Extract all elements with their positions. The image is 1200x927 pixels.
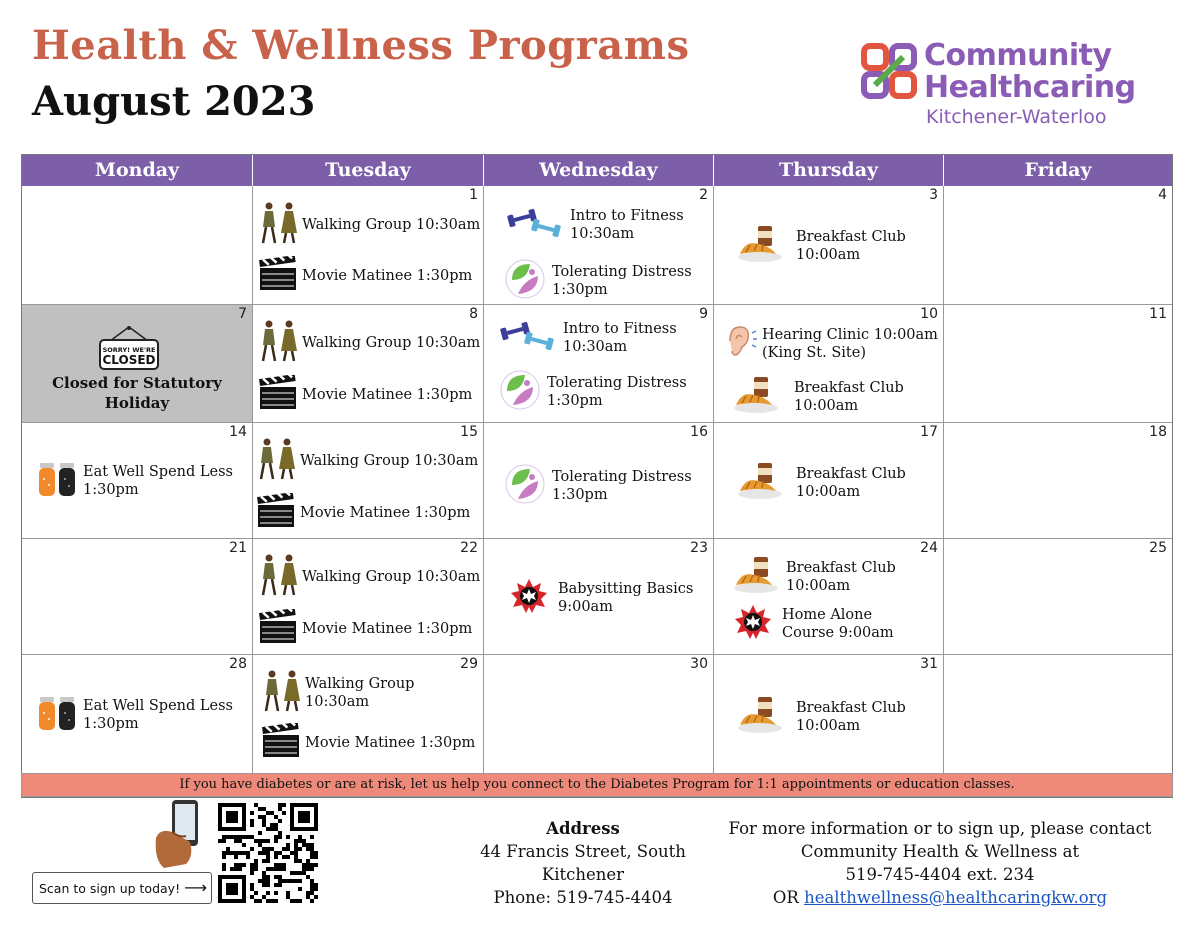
address-phone: Phone: 519-745-4404 [493,888,673,907]
event-label-line: Intro to Fitness [563,321,677,337]
event-movie[interactable] [258,256,472,296]
event-label-line: Breakfast Club [796,229,906,245]
st-john-ambulance-icon [734,603,782,645]
calendar-day-cell[interactable] [714,423,944,539]
event-label-line: Movie Matinee 1:30pm [302,621,473,637]
calendar-day-cell[interactable] [22,539,253,655]
event-label [305,675,483,711]
address-line: Kitchener [541,865,625,884]
day-number: 10 [920,306,938,322]
calendar-day-cell[interactable] [484,539,714,655]
event-label-line: Tolerating Distress [552,264,692,280]
ear-icon [724,323,762,365]
day-header-wednesday: Wednesday [484,155,714,186]
event-label [552,468,692,504]
calendar-day-cell[interactable] [714,186,944,305]
logo-text-location: Kitchener-Waterloo [926,106,1107,128]
day-header-thursday: Thursday [714,155,944,186]
calendar-day-cell[interactable] [944,423,1172,539]
event-fitness[interactable] [506,206,684,244]
event-label-line: 1:30pm [83,716,139,732]
event-breakfast[interactable] [732,555,896,599]
community-healthcaring-logo [858,38,1158,133]
event-label-line: Breakfast Club [796,466,906,482]
event-label-line: Walking Group 10:30am [302,569,481,585]
clapperboard-icon [258,375,302,415]
event-stjohn[interactable] [510,577,693,619]
event-breakfast[interactable] [736,461,906,505]
calendar-day-cell[interactable] [253,539,484,655]
event-breakfast[interactable] [736,224,906,268]
event-eatwell[interactable] [37,693,233,737]
event-eatwell[interactable] [37,459,233,503]
clapperboard-icon [261,723,305,763]
day-number: 7 [238,306,247,322]
event-breakfast[interactable] [736,695,906,739]
event-label-line: Walking Group 10:30am [305,676,415,710]
scan-label: Scan to sign up today! [39,881,181,896]
calendar-day-cell[interactable] [253,423,484,539]
day-number: 14 [229,424,247,440]
event-label [302,216,480,234]
event-label-line: Course 9:00am [782,625,894,641]
event-distress[interactable] [504,258,692,304]
event-label-line: 1:30pm [552,487,608,503]
day-number: 22 [460,540,478,556]
event-label-line: 10:00am [796,484,861,500]
event-label [796,699,906,735]
event-label-line: Tolerating Distress [552,469,692,485]
event-distress[interactable] [499,369,687,415]
walking-people-icon [256,437,300,485]
coffee-croissant-icon [736,695,796,739]
event-label-line: Movie Matinee 1:30pm [305,735,476,751]
day-number: 23 [690,540,708,556]
event-label-line: Breakfast Club [786,560,896,576]
event-label [570,207,684,243]
event-label [786,559,896,595]
event-distress[interactable] [504,463,692,509]
event-movie[interactable] [258,609,472,649]
calendar-day-cell[interactable] [944,186,1172,305]
closed-label-line: Holiday [104,394,170,412]
event-label-line: (King St. Site) [762,345,866,361]
event-label-line: Tolerating Distress [547,375,687,391]
event-label-line: Walking Group 10:30am [302,217,481,233]
day-number: 17 [920,424,938,440]
event-label [762,326,938,362]
event-label-line: 10:30am [570,226,635,242]
calendar-day-cell[interactable] [944,305,1172,423]
event-label [563,320,677,356]
event-hearing[interactable] [724,323,938,365]
event-label-line: 10:00am [794,398,859,414]
day-number: 18 [1149,424,1167,440]
calendar [21,154,1173,798]
event-label [796,465,906,501]
event-label [305,734,475,752]
day-number: 8 [469,306,478,322]
calendar-day-cell[interactable] [22,186,253,305]
event-label-line: Home Alone [782,607,873,623]
event-label-line: Movie Matinee 1:30pm [302,387,473,403]
wellness-leaf-icon [499,369,547,415]
event-label [302,334,480,352]
calendar-day-cell[interactable] [944,539,1172,655]
event-label-line: Intro to Fitness [570,208,684,224]
wellness-leaf-icon [504,258,552,304]
closed-label-line: Closed for Statutory [52,374,222,392]
logo-text-healthcaring: Healthcaring [924,70,1136,105]
event-label [302,620,472,638]
event-label-line: Eat Well Spend Less [83,464,233,480]
info-phone: 519-745-4404 ext. 234 [845,865,1035,884]
contact-info-block [716,817,1164,909]
day-number: 30 [690,656,708,672]
event-label-line: Babysitting Basics [558,581,694,597]
address-block [470,817,696,909]
event-walking[interactable] [258,553,480,601]
dumbbell-icon [499,319,563,357]
event-walking[interactable] [261,669,483,717]
qr-code[interactable] [218,803,318,903]
calendar-day-cell[interactable] [253,655,484,773]
day-number: 21 [229,540,247,556]
calendar-day-cell[interactable] [484,186,714,305]
event-label [794,379,904,415]
event-walking[interactable] [258,201,480,249]
event-label [302,568,480,586]
event-label [300,452,478,470]
salt-pepper-icon [37,693,83,737]
event-label [796,228,906,264]
st-john-ambulance-icon [510,577,558,619]
day-number: 3 [929,187,938,203]
walking-people-icon [258,201,302,249]
event-label-line: 10:00am [796,247,861,263]
event-walking[interactable] [258,319,480,367]
day-number: 28 [229,656,247,672]
closed-sign-text: CLOSED [102,353,156,367]
clapperboard-icon [256,493,300,533]
event-movie[interactable] [261,723,475,763]
walking-people-icon [258,553,302,601]
calendar-day-cell[interactable] [484,655,714,773]
dumbbell-icon [506,206,570,244]
event-label-line: Eat Well Spend Less [83,698,233,714]
page-subtitle: August 2023 [32,78,316,125]
coffee-croissant-icon [736,224,796,268]
page-title: Health & Wellness Programs [32,22,690,69]
event-label-line: Breakfast Club [794,380,904,396]
calendar-day-cell[interactable] [484,423,714,539]
event-label-line: 1:30pm [547,393,603,409]
clapperboard-icon [258,256,302,296]
day-header-monday: Monday [22,155,253,186]
day-number: 4 [1158,187,1167,203]
event-label-line: 10:00am [786,578,851,594]
calendar-day-cell[interactable] [22,305,253,423]
day-number: 1 [469,187,478,203]
day-number: 25 [1149,540,1167,556]
info-email-line [716,886,1164,909]
event-stjohn[interactable] [734,603,894,645]
event-label [547,374,687,410]
salt-pepper-icon [37,459,83,503]
event-label-line: Breakfast Club [796,700,906,716]
event-label-line: 10:00am [796,718,861,734]
diabetes-banner: If you have diabetes or are at risk, let us help you connect to the Diabetes Program for 1:1 appointments or education classes. [21,773,1173,797]
day-number: 24 [920,540,938,556]
event-label [302,386,472,404]
closed-sign-text: SORRY! WE'RE [102,346,156,354]
address-line: 44 Francis Street, South [480,842,686,861]
hand-phone-icon [150,798,210,870]
event-label [300,504,470,522]
day-number: 29 [460,656,478,672]
day-number: 31 [920,656,938,672]
calendar-day-cell[interactable] [944,655,1172,773]
event-walking[interactable] [256,437,478,485]
walking-people-icon [258,319,302,367]
logo-text-community: Community [924,38,1112,73]
day-number: 16 [690,424,708,440]
logo-mark-icon [858,40,920,102]
coffee-croissant-icon [732,375,794,419]
event-label [782,606,894,642]
event-movie[interactable] [256,493,470,533]
address-title: Address [546,819,620,838]
info-line: For more information or to sign up, please contact [728,819,1152,838]
email-link[interactable]: healthwellness@healthcaringkw.org [804,888,1108,907]
coffee-croissant-icon [736,461,796,505]
coffee-croissant-icon [732,555,786,599]
event-label-line: Movie Matinee 1:30pm [302,268,473,284]
info-line: Community Health & Wellness at [800,842,1080,861]
event-breakfast[interactable] [732,375,904,419]
arrow-right-icon: ⟶ [184,878,208,897]
event-label-line: Hearing Clinic 10:00am [762,327,938,343]
event-label [558,580,693,616]
event-label-line: 1:30pm [552,282,608,298]
calendar-day-cell[interactable] [714,655,944,773]
day-number: 15 [460,424,478,440]
calendar-day-cell[interactable] [253,186,484,305]
clapperboard-icon [258,609,302,649]
event-label [83,463,233,499]
or-label: OR [772,888,805,907]
event-label-line: 9:00am [558,599,613,615]
calendar-day-cell[interactable] [22,655,253,773]
event-label-line: 1:30pm [83,482,139,498]
event-label [302,267,472,285]
calendar-day-cell[interactable] [484,305,714,423]
calendar-day-cell[interactable] [714,305,944,423]
day-header-tuesday: Tuesday [253,155,484,186]
day-number: 9 [699,306,708,322]
scan-to-signup [32,872,212,904]
calendar-day-cell[interactable] [253,305,484,423]
walking-people-icon [261,669,305,717]
closed-holiday-label [22,373,252,413]
day-header-friday: Friday [944,155,1172,186]
day-number: 2 [699,187,708,203]
calendar-day-cell[interactable] [714,539,944,655]
event-label-line: 10:30am [563,339,628,355]
event-label [552,263,692,299]
event-fitness[interactable] [499,319,677,357]
event-label-line: Walking Group 10:30am [300,453,479,469]
wellness-leaf-icon [504,463,552,509]
calendar-day-cell[interactable] [22,423,253,539]
event-label-line: Movie Matinee 1:30pm [300,505,471,521]
day-number: 11 [1149,306,1167,322]
event-label-line: Walking Group 10:30am [302,335,481,351]
event-movie[interactable] [258,375,472,415]
closed-sign-icon [98,325,160,369]
event-label [83,697,233,733]
